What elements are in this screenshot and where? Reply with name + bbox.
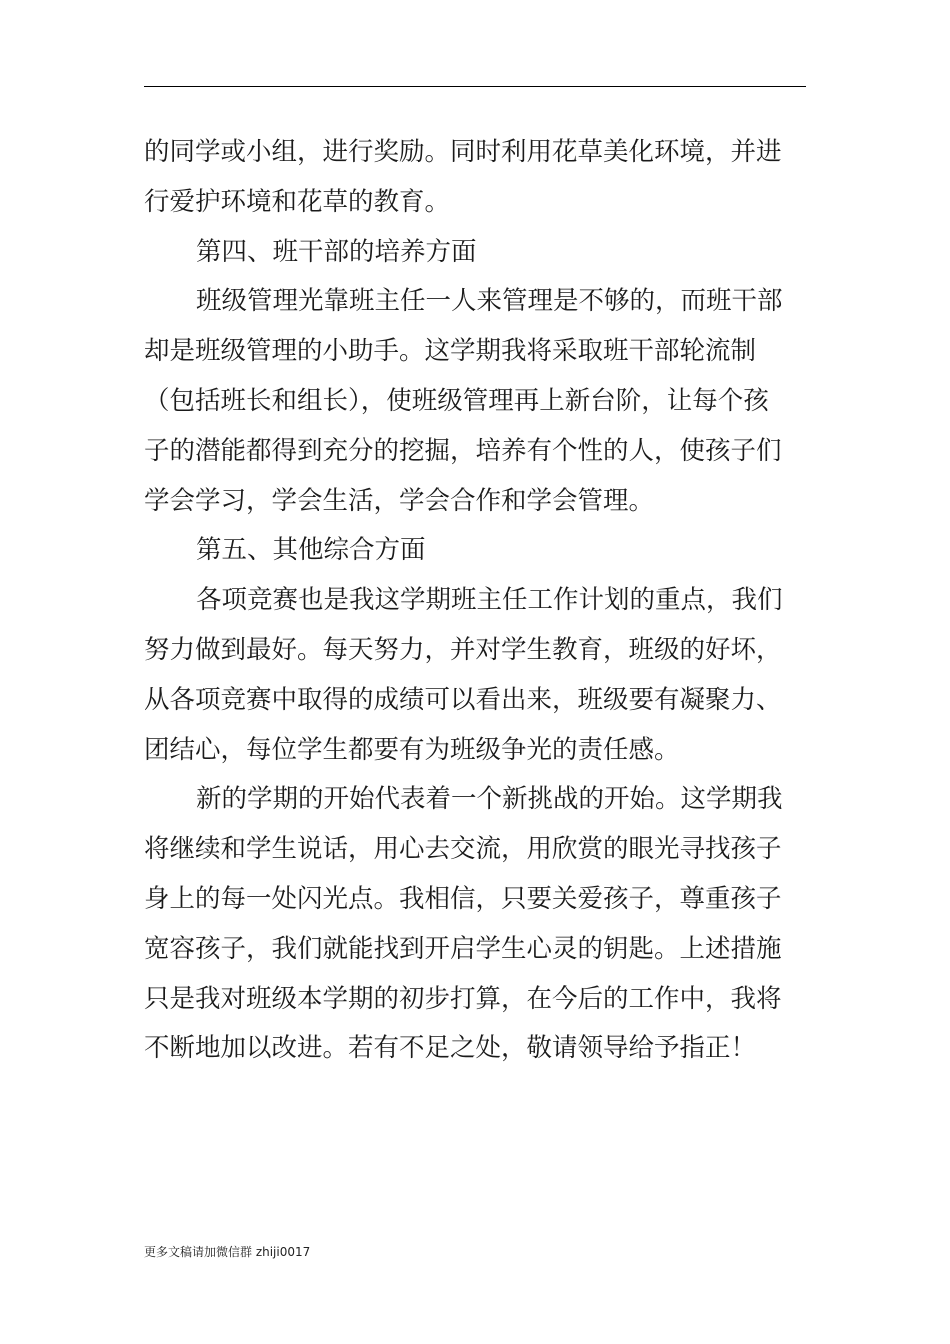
text-line: 将继续和学生说话，用心去交流，用欣赏的眼光寻找孩子	[144, 834, 782, 865]
text-line: 班级管理光靠班主任一人来管理是不够的，而班干部	[196, 286, 783, 317]
text-line: （包括班长和组长），使班级管理再上新台阶，让每个孩	[144, 385, 769, 416]
section-heading: 第五、其他综合方面	[196, 535, 426, 566]
text-line: 不断地加以改进。若有不足之处，敬请领导给予指正！	[144, 1033, 757, 1064]
text-line: 身上的每一处闪光点。我相信，只要关爱孩子，尊重孩子	[144, 883, 782, 914]
text-line: 团结心，每位学生都要有为班级争光的责任感。	[144, 734, 680, 765]
text-line: 的同学或小组，进行奖励。同时利用花草美化环境，并进	[144, 137, 782, 167]
text-line: 各项竞赛也是我这学期班主任工作计划的重点，我们	[196, 585, 783, 616]
text-line: 新的学期的开始代表着一个新挑战的开始。这学期我	[196, 784, 783, 815]
footer-note: 更多文稿请加微信群 zhiji0017	[144, 1245, 311, 1259]
section-heading: 第四、班干部的培养方面	[196, 236, 477, 267]
text-line: 子的潜能都得到充分的挖掘，培养有个性的人，使孩子们	[144, 435, 782, 466]
document-body	[144, 128, 806, 1074]
text-line: 努力做到最好。每天努力，并对学生教育，班级的好坏，	[144, 634, 782, 665]
text-line: 从各项竞赛中取得的成绩可以看出来，班级要有凝聚力、	[144, 684, 782, 715]
text-line: 学会学习，学会生活，学会合作和学会管理。	[144, 485, 655, 516]
text-line: 行爱护环境和花草的教育。	[144, 186, 451, 217]
text-line: 只是我对班级本学期的初步打算，在今后的工作中，我将	[144, 983, 782, 1014]
text-line: 却是班级管理的小助手。这学期我将采取班干部轮流制	[144, 336, 757, 367]
header-rule	[144, 86, 806, 87]
text-line: 宽容孩子，我们就能找到开启学生心灵的钥匙。上述措施	[144, 933, 782, 964]
